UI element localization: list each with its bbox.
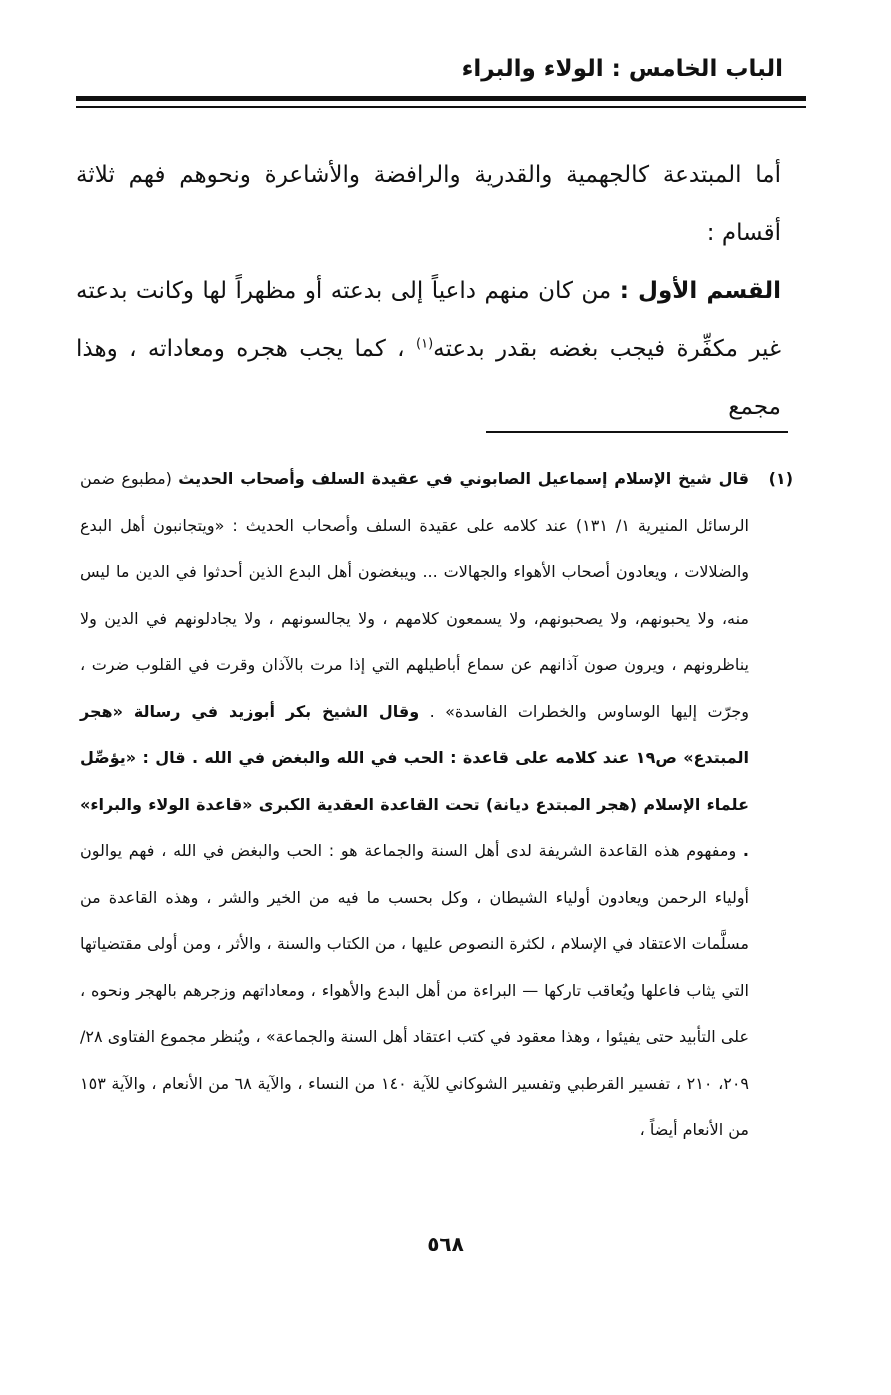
header-rule-thin bbox=[76, 106, 806, 108]
page-number: ٥٦٨ bbox=[427, 1232, 464, 1256]
section-1-text-b: ، كما يجب هجره ومعاداته ، وهذا مجمع bbox=[76, 336, 781, 420]
paragraph-intro: أما المبتدعة كالجهمية والقدرية والرافضة والأشاعرة ونحوهم فهم ثلاثة أقسام : bbox=[76, 162, 781, 246]
footnote-separator bbox=[486, 431, 788, 433]
footnote-text-3: ومفهوم هذه القاعدة الشريفة لدى أهل السنة والجماعة هو : الحب والبغض في الله ، فهم يوالون أولياء الرحمن ويعادون أولياء الشيطان ، وكل بحسب ما فيه من الخير والشر ، وهذه القاعدة من مسلَّمات الاعتقاد في الإسلام ، لكثرة النصوص عليها ، من الكتاب والسنة ، والأثر ، ومن أولى مقتضياتها التي يثاب فاعلها ويُعاقب تاركها — البراءة من أهل البدع والأهواء ، ومعاداتهم وزجرهم بالهجر ونحوه ، على التأبيد حتى يفيئوا ، وهذا معقود في كتب اعتقاد أهل السنة والجماعة» ، ويُنظر مجموع الفتاوى ٢٨/ ٢٠٩، ٢١٠ ، تفسير القرطبي وتفسير الشوكاني للآية ١٤٠ من النساء ، والآية ٦٨ من الأنعام ، والآية ١٥٣ من الأنعام أيضاً ، bbox=[80, 841, 750, 1139]
section-1-text-a: من كان منهم داعياً إلى بدعته أو مظهراً لها وكانت بدعته غير مكفِّرة فيجب بغضه بقدر بدعته bbox=[76, 278, 782, 362]
footnote-text-1: (مطبوع ضمن الرسائل المنيرية ١/ ١٣١) عند كلامه على عقيدة السلف وأصحاب الحديث : «ويتجانبون أهل البدع والضلالات ، ويعادون أصحاب الأهواء والجهالات ... ويبغضون أهل البدع الذين أحدثوا في الدين ما ليس منه، ولا يحبونهم، ولا يصحبونهم، ولا يسمعون كلامهم ، ولا يجالسونهم ، ولا يجادلونهم في الدين ولا يناظرونهم ، ويرون صون آذانهم عن سماع أباطيلهم التي إذا مرت بالآذان وقرت في القلوب ضرت ، وجرّت إليها الوساوس والخطرات الفاسدة» . bbox=[80, 469, 750, 721]
footnote-lead: قال شيخ الإسلام إسماعيل الصابوني في عقيدة السلف وأصحاب الحديث bbox=[178, 469, 750, 488]
footnote-marker: (١) bbox=[768, 469, 793, 488]
footnote-1 bbox=[80, 456, 793, 1154]
footnote-reference[interactable]: (١) bbox=[416, 336, 434, 352]
running-header-title: الباب الخامس : الولاء والبراء bbox=[461, 56, 783, 82]
section-1-label: القسم الأول : bbox=[619, 278, 781, 304]
header-rule-thick bbox=[76, 96, 806, 101]
paragraph-section-1 bbox=[76, 262, 781, 436]
footnote-quote-bakr: وقال الشيخ بكر أبوزيد في رسالة «هجر المبتدع» ص١٩ عند كلامه على قاعدة : الحب في الله والبغض في الله . قال : «يؤصِّل علماء الإسلام (هجر المبتدع ديانة) تحت القاعدة العقدية الكبرى «قاعدة الولاء والبراء» . bbox=[80, 701, 749, 860]
footnote-body bbox=[80, 456, 749, 1154]
main-text bbox=[76, 146, 781, 436]
